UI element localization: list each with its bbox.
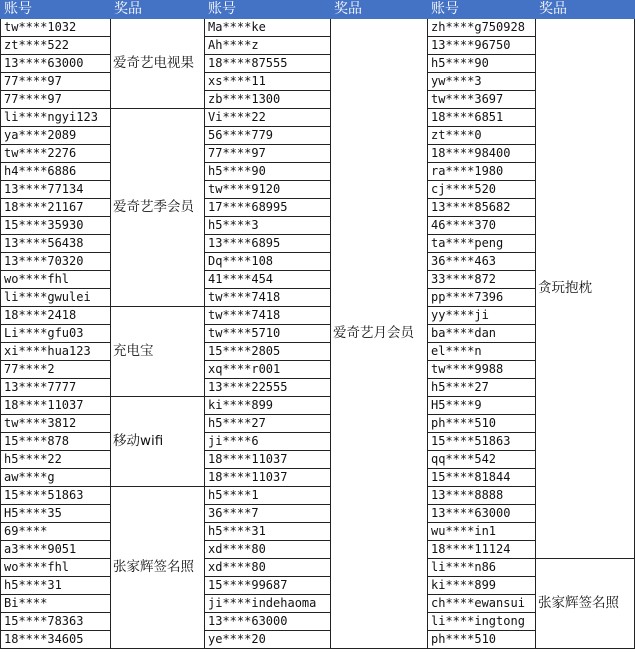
prize-cell: 充电宝 bbox=[111, 307, 205, 397]
account-cell: 36****463 bbox=[428, 253, 536, 271]
account-cell: yy****ji bbox=[428, 307, 536, 325]
table-header bbox=[1, 1, 635, 19]
account-cell: 18****21167 bbox=[1, 199, 111, 217]
account-cell: 13****8888 bbox=[428, 487, 536, 505]
account-cell: h5****90 bbox=[428, 55, 536, 73]
table-row bbox=[1, 559, 635, 577]
account-cell: h5****31 bbox=[205, 523, 331, 541]
account-cell: 18****6851 bbox=[428, 109, 536, 127]
account-cell: tw****9120 bbox=[205, 181, 331, 199]
account-cell: h5****3 bbox=[205, 217, 331, 235]
account-cell: zt****522 bbox=[1, 37, 111, 55]
prize-cell: 爱奇艺月会员 bbox=[331, 19, 428, 649]
account-cell: 69**** bbox=[1, 523, 111, 541]
account-cell: 17****68995 bbox=[205, 199, 331, 217]
account-cell: wu****in1 bbox=[428, 523, 536, 541]
account-cell: 15****878 bbox=[1, 433, 111, 451]
account-cell: ba****dan bbox=[428, 325, 536, 343]
account-cell: 13****96750 bbox=[428, 37, 536, 55]
prize-cell: 贪玩抱枕 bbox=[536, 19, 635, 559]
account-cell: Ah****z bbox=[205, 37, 331, 55]
account-cell: tw****1032 bbox=[1, 19, 111, 37]
account-cell: zt****0 bbox=[428, 127, 536, 145]
account-cell: 77****97 bbox=[1, 91, 111, 109]
account-cell: tw****5710 bbox=[205, 325, 331, 343]
account-cell: tw****7418 bbox=[205, 307, 331, 325]
account-cell: Dq****108 bbox=[205, 253, 331, 271]
account-cell: 46****370 bbox=[428, 217, 536, 235]
account-cell: 13****6895 bbox=[205, 235, 331, 253]
account-cell: ta****peng bbox=[428, 235, 536, 253]
header-account-1: 账号 bbox=[1, 1, 111, 19]
account-cell: tw****3697 bbox=[428, 91, 536, 109]
header-row bbox=[1, 1, 635, 19]
account-cell: 18****11037 bbox=[205, 469, 331, 487]
account-cell: Vi****22 bbox=[205, 109, 331, 127]
account-cell: 18****2418 bbox=[1, 307, 111, 325]
account-cell: qq****542 bbox=[428, 451, 536, 469]
account-cell: Ma****ke bbox=[205, 19, 331, 37]
account-cell: Li****gfu03 bbox=[1, 325, 111, 343]
account-cell: el****n bbox=[428, 343, 536, 361]
account-cell: tw****2276 bbox=[1, 145, 111, 163]
account-cell: ji****6 bbox=[205, 433, 331, 451]
account-cell: 77****2 bbox=[1, 361, 111, 379]
account-cell: 18****11124 bbox=[428, 541, 536, 559]
account-cell: li****n86 bbox=[428, 559, 536, 577]
account-cell: zb****1300 bbox=[205, 91, 331, 109]
account-cell: 15****2805 bbox=[205, 343, 331, 361]
account-cell: a3****9051 bbox=[1, 541, 111, 559]
account-cell: 13****63000 bbox=[1, 55, 111, 73]
account-cell: ki****899 bbox=[428, 577, 536, 595]
account-cell: aw****g bbox=[1, 469, 111, 487]
account-cell: h5****31 bbox=[1, 577, 111, 595]
account-cell: zh****g750928 bbox=[428, 19, 536, 37]
header-prize-2: 奖品 bbox=[331, 1, 428, 19]
account-cell: ki****899 bbox=[205, 397, 331, 415]
account-cell: H5****35 bbox=[1, 505, 111, 523]
account-cell: 18****87555 bbox=[205, 55, 331, 73]
account-cell: 15****35930 bbox=[1, 217, 111, 235]
account-cell: h5****90 bbox=[205, 163, 331, 181]
account-cell: 13****70320 bbox=[1, 253, 111, 271]
account-cell: 15****51863 bbox=[428, 433, 536, 451]
account-cell: h5****1 bbox=[205, 487, 331, 505]
account-cell: ra****1980 bbox=[428, 163, 536, 181]
prize-cell: 张家辉签名照 bbox=[536, 559, 635, 649]
header-prize-1: 奖品 bbox=[111, 1, 205, 19]
account-cell: 15****99687 bbox=[205, 577, 331, 595]
account-cell: 18****11037 bbox=[1, 397, 111, 415]
header-account-3: 账号 bbox=[428, 1, 536, 19]
account-cell: li****ngyi123 bbox=[1, 109, 111, 127]
account-cell: 13****22555 bbox=[205, 379, 331, 397]
account-cell: 13****77134 bbox=[1, 181, 111, 199]
account-cell: 13****63000 bbox=[205, 613, 331, 631]
prize-cell: 爱奇艺季会员 bbox=[111, 109, 205, 307]
account-cell: 15****51863 bbox=[1, 487, 111, 505]
account-cell: cj****520 bbox=[428, 181, 536, 199]
account-cell: Bi**** bbox=[1, 595, 111, 613]
account-cell: 13****7777 bbox=[1, 379, 111, 397]
account-cell: yw****3 bbox=[428, 73, 536, 91]
account-cell: wo****fhl bbox=[1, 559, 111, 577]
account-cell: ye****20 bbox=[205, 631, 331, 649]
prize-cell: 张家辉签名照 bbox=[111, 487, 205, 649]
account-cell: h5****27 bbox=[428, 379, 536, 397]
account-cell: 56****779 bbox=[205, 127, 331, 145]
account-cell: ph****510 bbox=[428, 631, 536, 649]
account-cell: xq****r001 bbox=[205, 361, 331, 379]
account-cell: tw****9988 bbox=[428, 361, 536, 379]
account-cell: pp****7396 bbox=[428, 289, 536, 307]
account-cell: 13****56438 bbox=[1, 235, 111, 253]
account-cell: 36****7 bbox=[205, 505, 331, 523]
account-cell: h5****22 bbox=[1, 451, 111, 469]
account-cell: h5****27 bbox=[205, 415, 331, 433]
header-prize-3: 奖品 bbox=[536, 1, 635, 19]
account-cell: ch****ewansui bbox=[428, 595, 536, 613]
header-account-2: 账号 bbox=[205, 1, 331, 19]
account-cell: xi****hua123 bbox=[1, 343, 111, 361]
account-cell: 33****872 bbox=[428, 271, 536, 289]
account-cell: 13****63000 bbox=[428, 505, 536, 523]
account-cell: ji****indehaoma bbox=[205, 595, 331, 613]
account-cell: 77****97 bbox=[1, 73, 111, 91]
account-cell: 77****97 bbox=[205, 145, 331, 163]
account-cell: xs****11 bbox=[205, 73, 331, 91]
table-row bbox=[1, 19, 635, 37]
account-cell: 15****78363 bbox=[1, 613, 111, 631]
account-cell: 15****81844 bbox=[428, 469, 536, 487]
table-body bbox=[1, 19, 635, 649]
account-cell: xd****80 bbox=[205, 559, 331, 577]
account-cell: xd****80 bbox=[205, 541, 331, 559]
account-cell: ph****510 bbox=[428, 415, 536, 433]
account-cell: li****gwulei bbox=[1, 289, 111, 307]
account-cell: li****ingtong bbox=[428, 613, 536, 631]
account-cell: wo****fhl bbox=[1, 271, 111, 289]
prize-cell: 爱奇艺电视果 bbox=[111, 19, 205, 109]
account-cell: 18****11037 bbox=[205, 451, 331, 469]
account-cell: H5****9 bbox=[428, 397, 536, 415]
account-cell: 13****85682 bbox=[428, 199, 536, 217]
account-cell: tw****7418 bbox=[205, 289, 331, 307]
account-cell: 18****34605 bbox=[1, 631, 111, 649]
account-cell: tw****3812 bbox=[1, 415, 111, 433]
account-cell: ya****2089 bbox=[1, 127, 111, 145]
prize-cell: 移动wifi bbox=[111, 397, 205, 487]
account-cell: 18****98400 bbox=[428, 145, 536, 163]
account-cell: 41****454 bbox=[205, 271, 331, 289]
account-cell: h4****6886 bbox=[1, 163, 111, 181]
